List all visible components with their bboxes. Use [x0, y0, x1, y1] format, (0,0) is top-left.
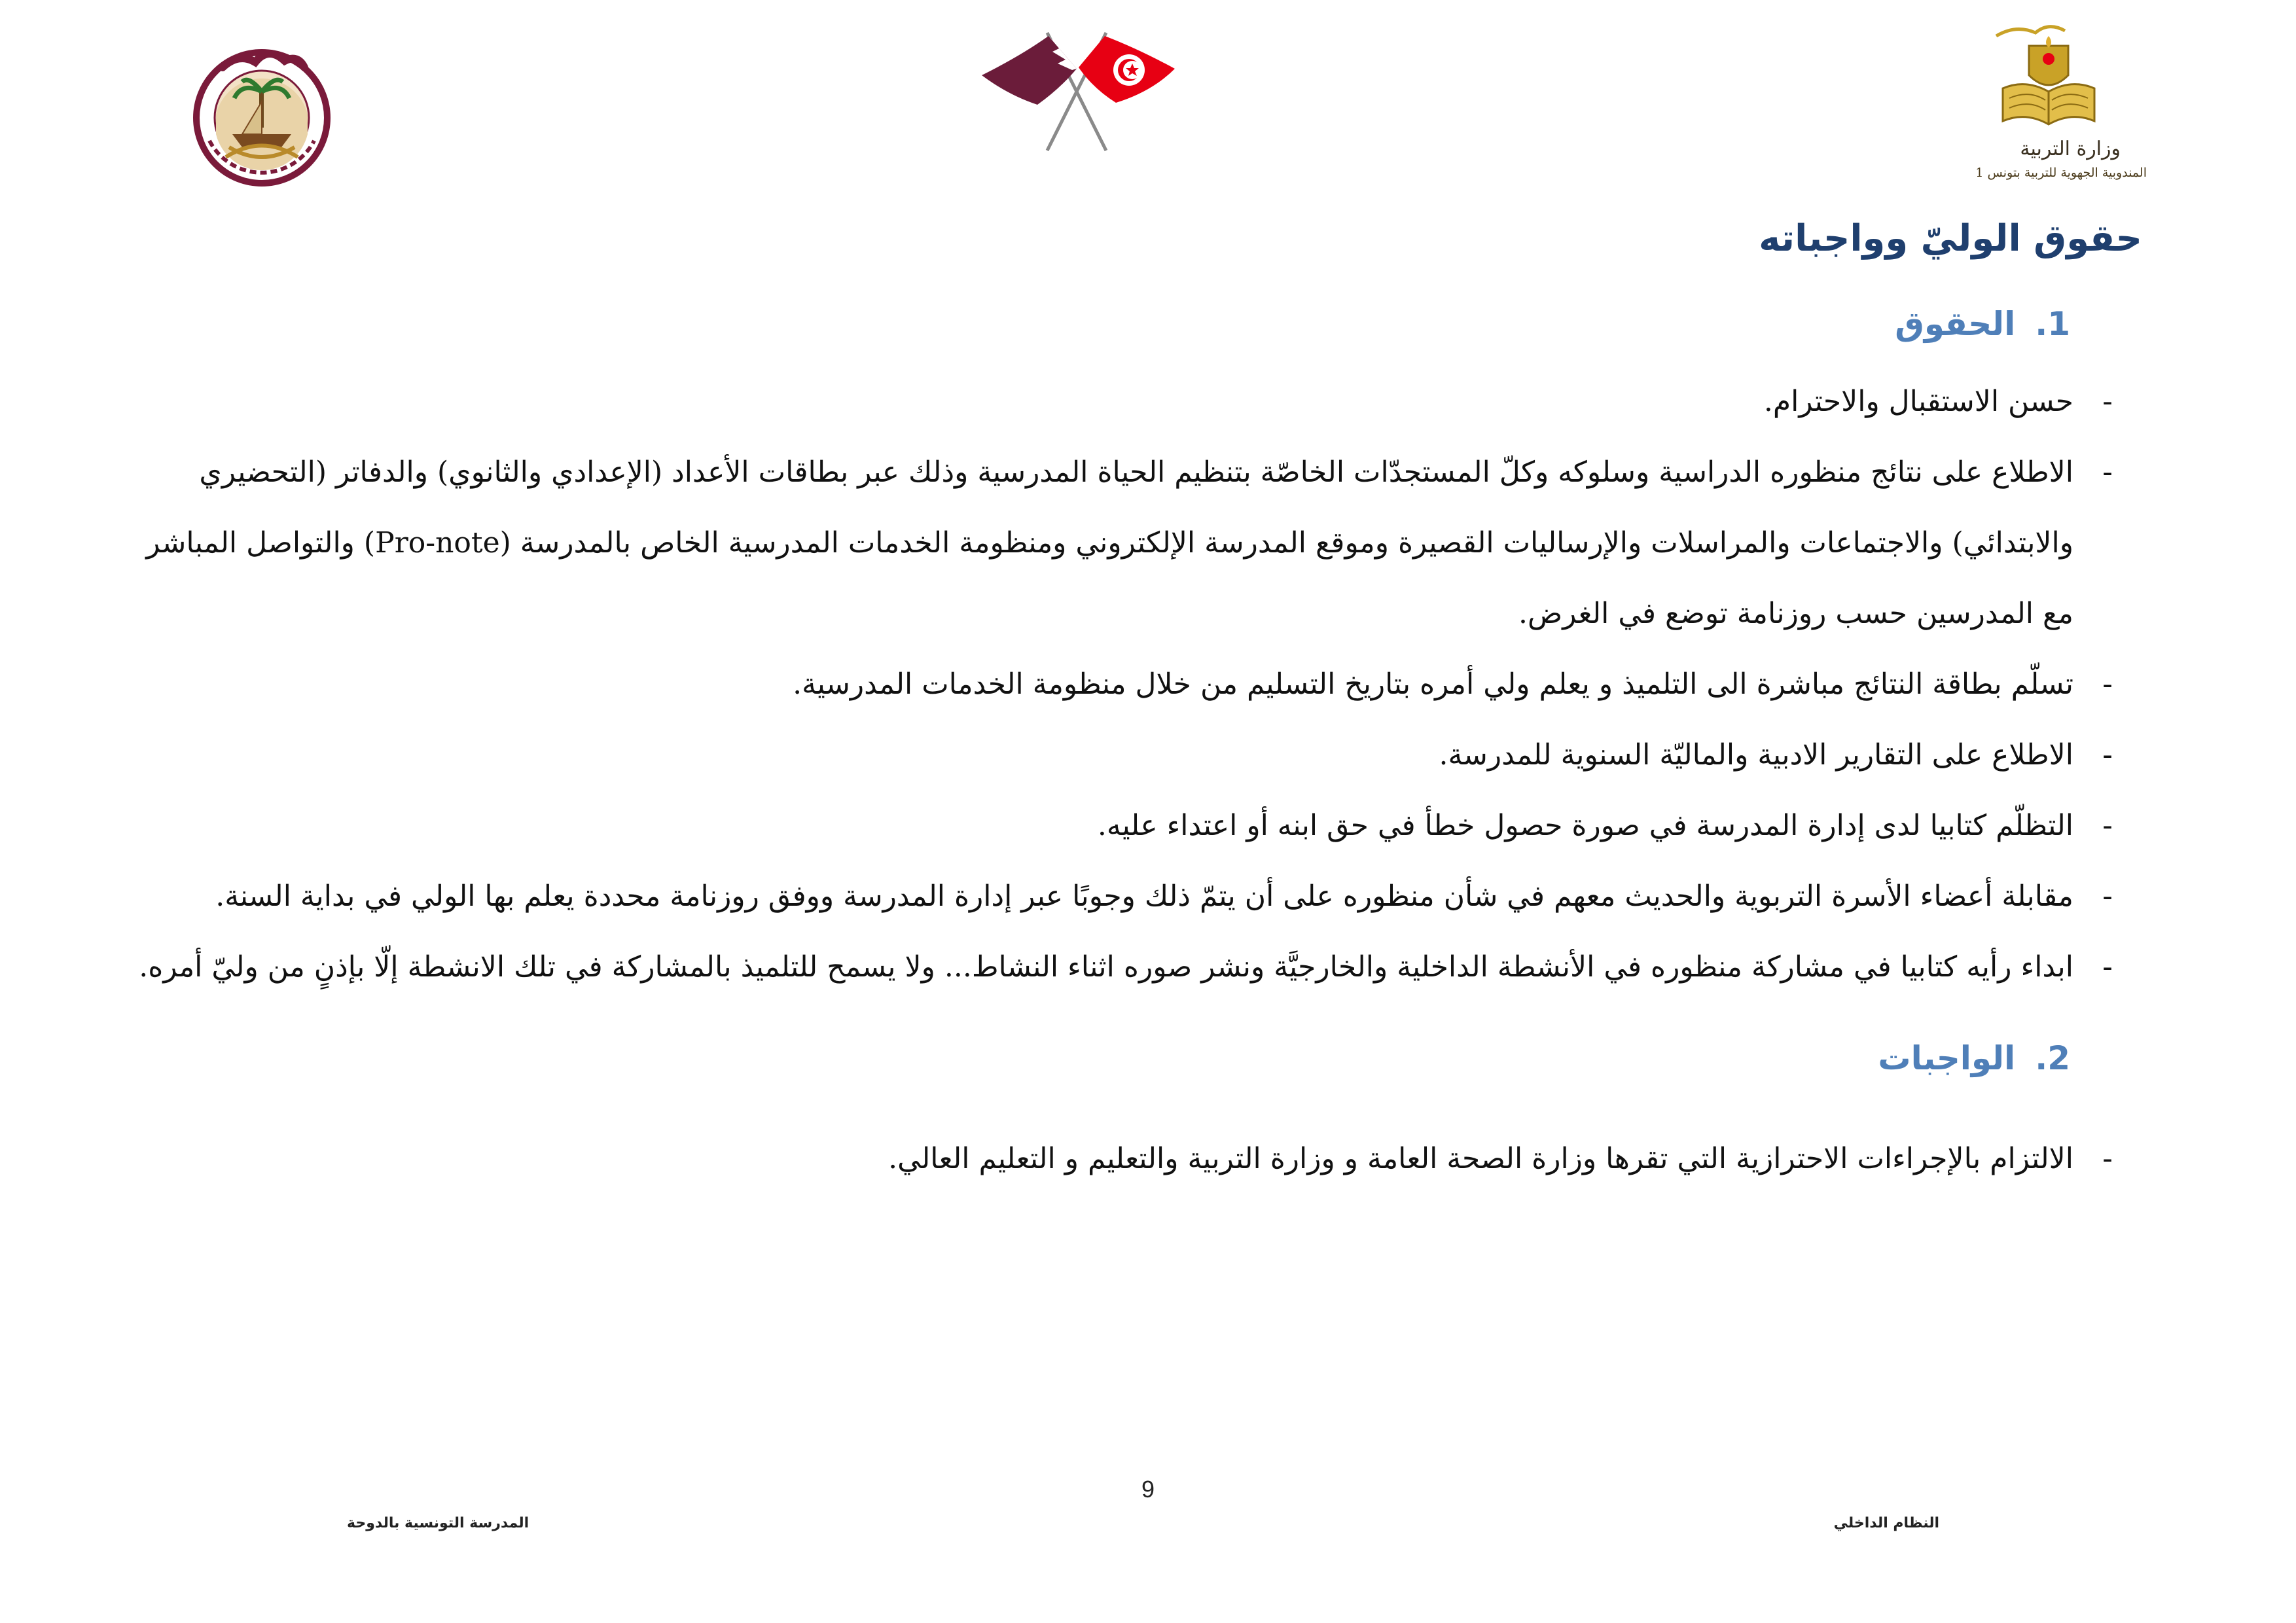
rights-list	[113, 366, 2142, 1003]
spacer	[113, 1101, 2142, 1124]
spacer	[113, 1003, 2142, 1016]
bullet-dash: -	[2102, 738, 2113, 772]
list-item	[113, 791, 2142, 861]
list-item	[113, 1124, 2142, 1194]
list-item	[113, 720, 2142, 791]
bullet-dash: -	[2102, 950, 2113, 984]
list-item	[113, 861, 2142, 932]
region-caption: المندوبية الجهوية للتربية بتونس 1	[1975, 166, 2147, 180]
duties-list	[113, 1124, 2142, 1194]
list-item-text: حسن الاستقبال والاحترام.	[1763, 385, 2073, 418]
page-number: 9	[1141, 1476, 1155, 1503]
section-heading-duties	[113, 1016, 2142, 1101]
tunisia-ministry-logo	[1950, 16, 2147, 193]
bullet-dash: -	[2102, 880, 2113, 913]
list-item-text: التظلّم كتابيا لدى إدارة المدرسة في صورة حصول خطأ في حق ابنه أو اعتداء عليه.	[1097, 809, 2073, 842]
page-title: حقوق الوليّ وواجباته	[1759, 217, 2142, 260]
list-item-text: مقابلة أعضاء الأسرة التربوية والحديث معهم في شأن منظوره على أن يتمّ ذلك وجوبًا عبر إدارة المدرسة ووفق روزنامة محددة يعلم بها الولي في بداية السنة.	[215, 880, 2073, 913]
bullet-dash: -	[2102, 809, 2113, 842]
list-item-text: ابداء رأيه كتابيا في مشاركة منظوره في الأنشطة الداخلية والخارجيَّة ونشر صوره اثناء النشاط... ولا يسمح للتلميذ بالمشاركة في تلك الانشطة إلّا بإذنٍ من وليّ أمره.	[139, 950, 2073, 984]
list-item	[113, 649, 2142, 720]
bullet-dash: -	[2102, 1142, 2113, 1175]
qatar-ministry-emblem-icon	[177, 36, 347, 193]
footer-school-name: المدرسة التونسية بالدوحة	[347, 1515, 529, 1531]
section-title: الواجبات	[1878, 1039, 2016, 1077]
section-heading-rights	[113, 281, 2142, 366]
list-item-text: تسلّم بطاقة النتائج مباشرة الى التلميذ و يعلم ولي أمره بتاريخ التسليم من خلال منظومة الخدمات المدرسية.	[793, 668, 2073, 701]
document-body	[113, 196, 2142, 1194]
section-title: الحقوق	[1895, 305, 2016, 343]
list-item-text: الاطلاع على نتائج منظوره الدراسية وسلوكه وكلّ المستجدّات الخاصّة بتنظيم الحياة المدرسية وذلك عبر بطاقات الأعداد (الإعدادي والثانوي) والدفاتر (التحضيري والابتدائي) والاجتماعات والمراسلات والإرساليات القصيرة وموقع المدرسة الإلكتروني ومنظومة الخدمات المدرسية الخاص بالمدرسة (Pro-note) والتواصل المباشر مع المدرسين حسب روزنامة توضع في الغرض.	[146, 455, 2073, 630]
bullet-dash: -	[2102, 455, 2113, 489]
bullet-dash: -	[2102, 385, 2113, 418]
ministry-caption: وزارة التربية	[2020, 137, 2121, 160]
tunisia-ministry-emblem-icon	[1950, 16, 2147, 134]
crossed-flags-logo	[969, 29, 1185, 154]
list-item	[113, 437, 2142, 649]
list-item	[113, 366, 2142, 437]
footer-document-name: النظام الداخلي	[1833, 1515, 1939, 1531]
list-item-text: الالتزام بالإجراءات الاحترازية التي تقرها وزارة الصحة العامة و وزارة التربية والتعليم و التعليم العالي.	[888, 1142, 2073, 1175]
section-number: 2.	[2035, 1039, 2070, 1077]
bullet-dash: -	[2102, 668, 2113, 701]
qatar-ministry-logo	[177, 36, 347, 193]
list-item	[113, 932, 2142, 1003]
crossed-flags-icon	[969, 29, 1185, 154]
section-number: 1.	[2035, 305, 2070, 343]
list-item-text: الاطلاع على التقارير الادبية والماليّة السنوية للمدرسة.	[1439, 738, 2073, 772]
